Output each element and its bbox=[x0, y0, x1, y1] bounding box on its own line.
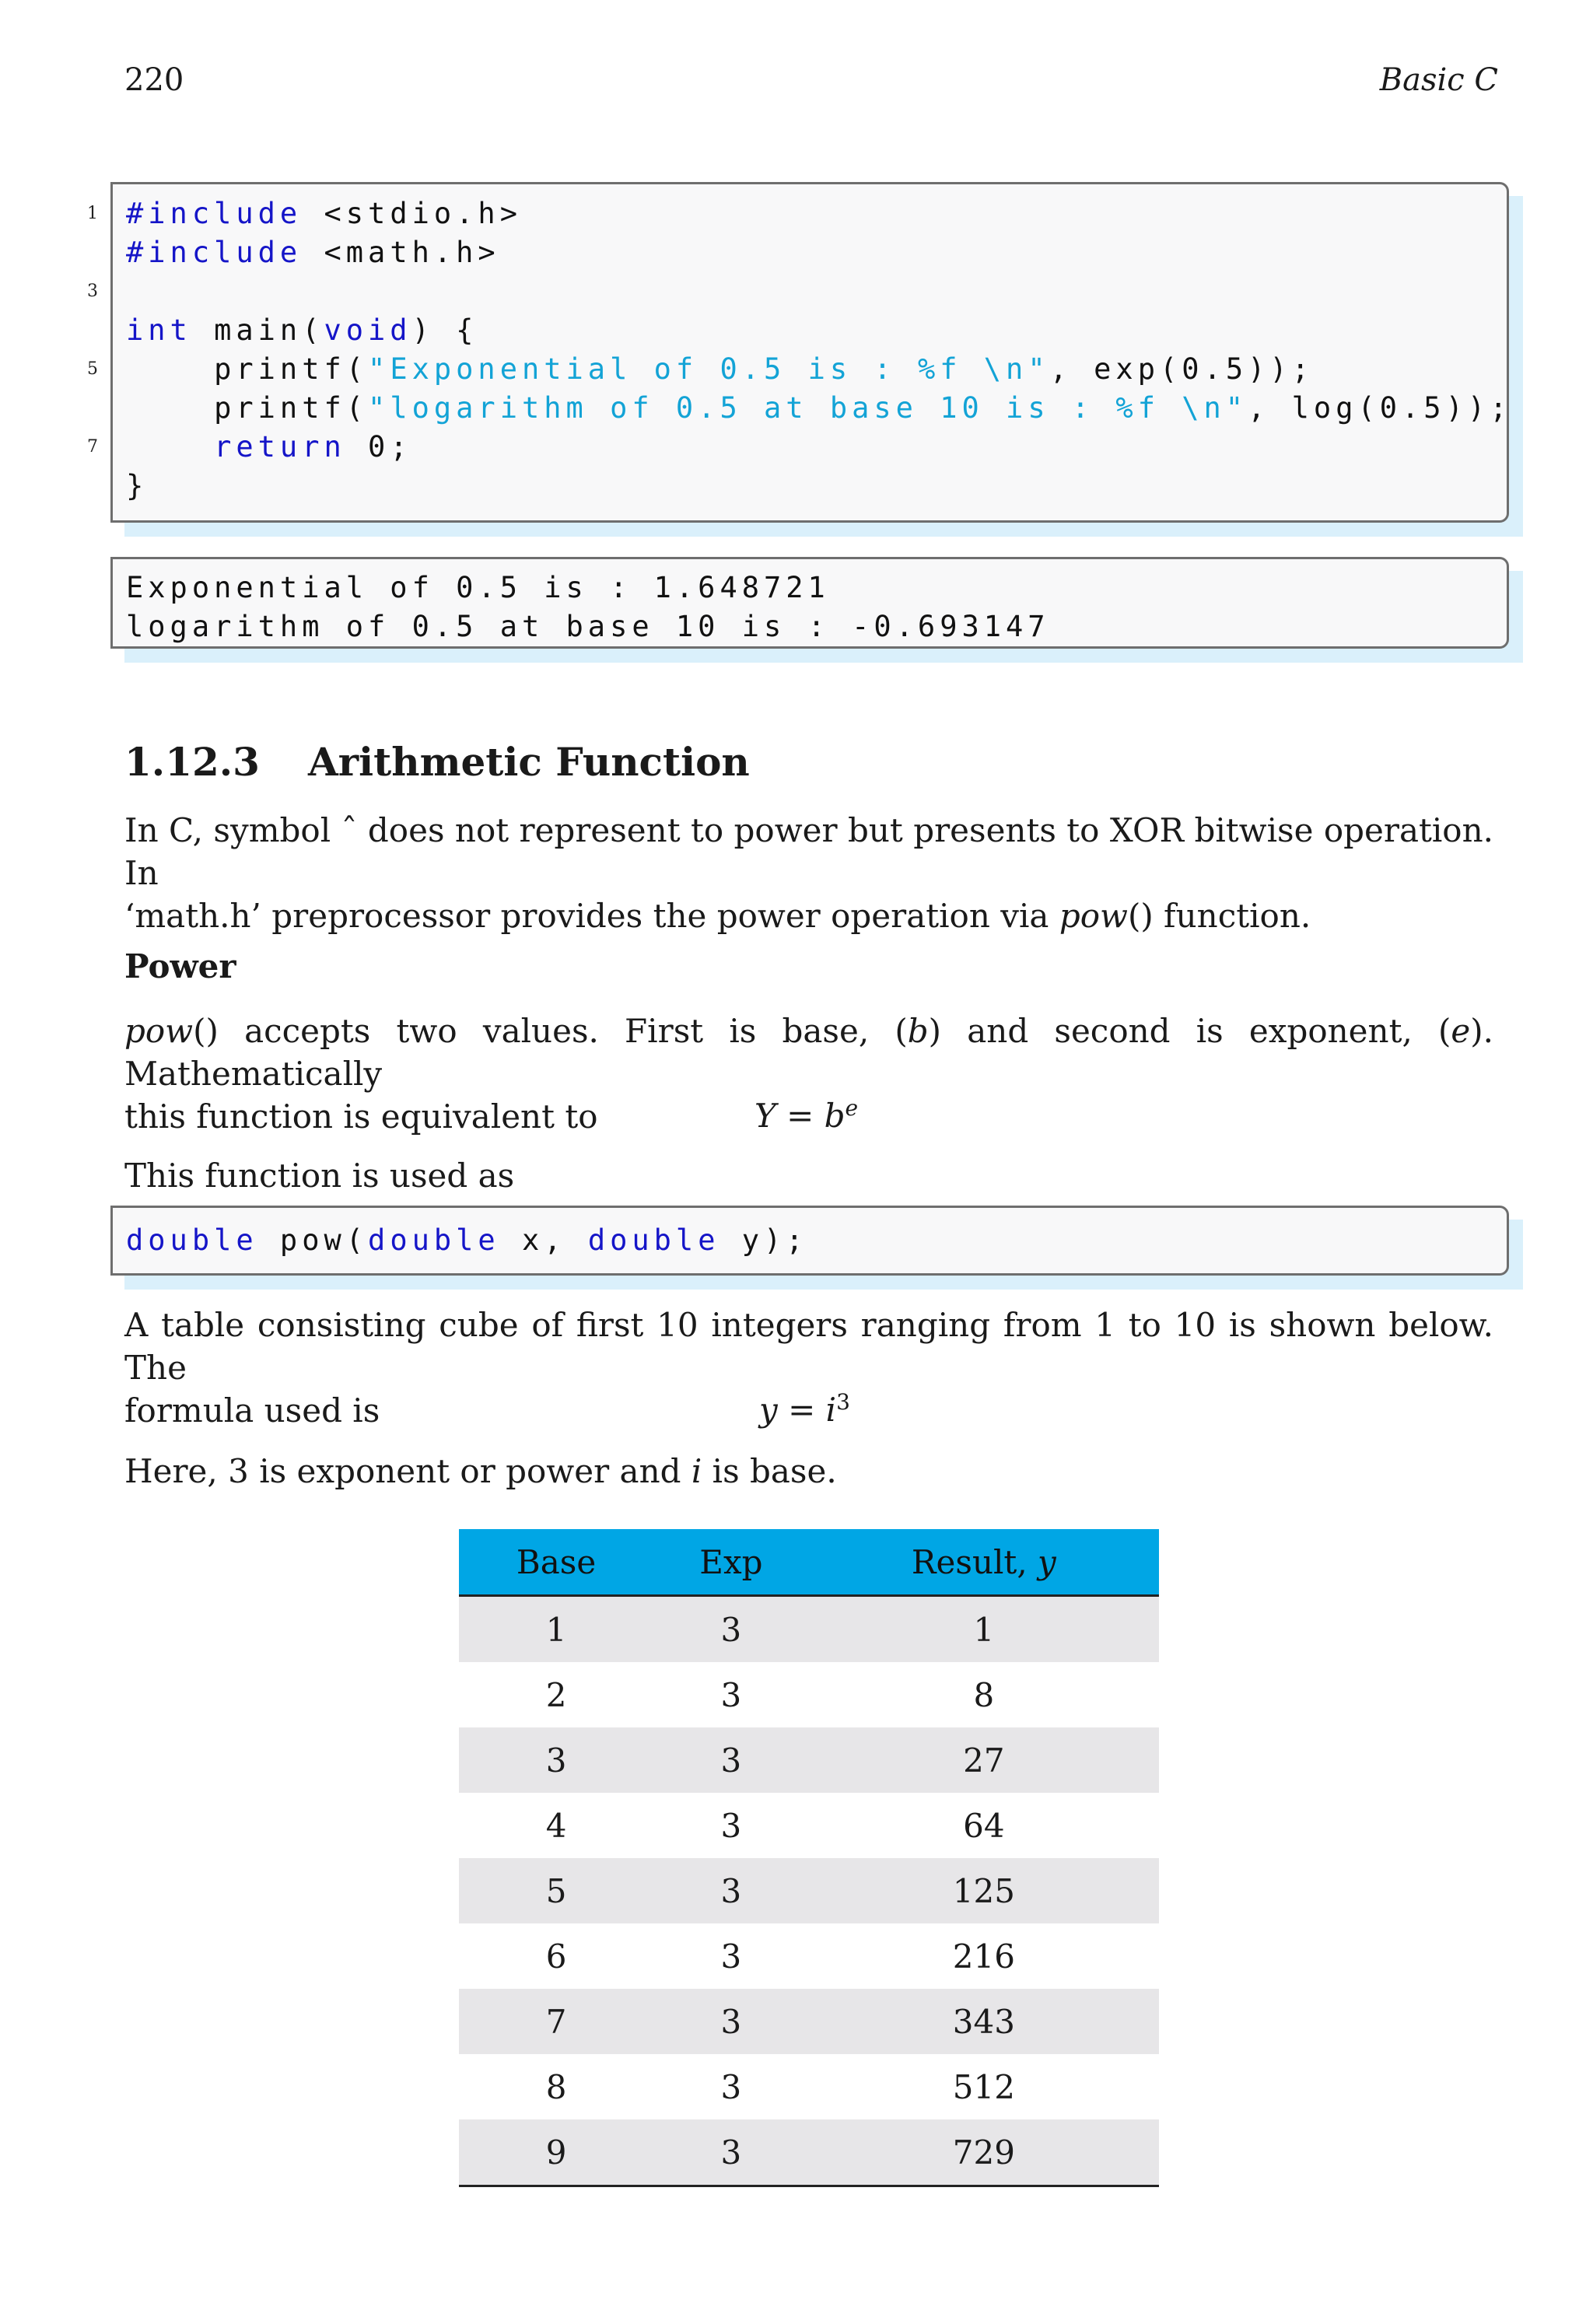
code-line: return 0; bbox=[214, 430, 412, 464]
usage-text: This function is used as bbox=[124, 1157, 515, 1195]
here-text: Here, 3 is exponent or power and i is base. bbox=[124, 1452, 837, 1490]
table-intro-line: formula used is bbox=[124, 1391, 380, 1430]
intro-line: In C, symbol ˆ does not represent to power but presents to XOR bitwise operation. In bbox=[124, 811, 1493, 892]
table-row bbox=[459, 1727, 1159, 1793]
code-line: #include <math.h> bbox=[126, 236, 500, 269]
table-header-result: Result, y bbox=[809, 1529, 1159, 1596]
table-cell: 3 bbox=[653, 1596, 809, 1663]
table-row bbox=[459, 1793, 1159, 1858]
table-cell: 5 bbox=[459, 1858, 653, 1923]
table-header-exp: Exp bbox=[653, 1529, 809, 1596]
code-line: printf("Exponential of 0.5 is : %f \n", exp(0.5)); bbox=[126, 352, 1314, 386]
table-cell: 64 bbox=[963, 1806, 1005, 1845]
section-number: 1.12.3 bbox=[124, 739, 260, 785]
table-cell: 3 bbox=[653, 2119, 809, 2186]
line-number: 3 bbox=[87, 282, 98, 301]
table-row bbox=[459, 1923, 1159, 1989]
code-line: printf("logarithm of 0.5 at base 10 is : %f \n", log(0.5)); bbox=[126, 391, 1512, 425]
table-header-base: Base bbox=[459, 1529, 653, 1596]
code-line: } bbox=[126, 469, 149, 502]
table-cell: 9 bbox=[459, 2119, 653, 2186]
page-number: 220 bbox=[124, 62, 184, 98]
table-cell: 6 bbox=[545, 1937, 567, 1976]
table-cell: 125 bbox=[809, 1858, 1159, 1923]
table-cell: 512 bbox=[952, 2067, 1015, 2106]
table-row bbox=[459, 1662, 1159, 1727]
table-cell: 4 bbox=[545, 1806, 567, 1845]
table-row bbox=[459, 2054, 1159, 2119]
code-line: int main(void) { bbox=[126, 313, 478, 347]
output-line: Exponential of 0.5 is : 1.648721 bbox=[126, 571, 830, 604]
table-cell: 3 bbox=[653, 1989, 809, 2054]
power-heading: Power bbox=[124, 947, 236, 985]
table-cell: 3 bbox=[459, 1727, 653, 1793]
table-cell: 343 bbox=[809, 1989, 1159, 2054]
output-line: logarithm of 0.5 at base 10 is : -0.693147 bbox=[126, 610, 1050, 643]
table-cell: 3 bbox=[653, 1858, 809, 1923]
power-line: this function is equivalent to bbox=[124, 1097, 598, 1136]
table-cell: 3 bbox=[720, 1675, 742, 1714]
intro-line: ‘math.h’ preprocessor provides the power operation via pow() function. bbox=[124, 897, 1311, 935]
table-cell: 3 bbox=[720, 1806, 742, 1845]
table-row bbox=[459, 1858, 1159, 1923]
line-number: 1 bbox=[87, 204, 98, 223]
line-number: 5 bbox=[87, 359, 98, 379]
table-cell: 1 bbox=[459, 1596, 653, 1663]
section-heading bbox=[124, 739, 750, 785]
running-head: Basic C bbox=[1379, 62, 1498, 98]
power-line: pow() accepts two values. First is base, (b) and second is exponent, (e). Mathematically bbox=[124, 1012, 1494, 1093]
power-equation: $Y = b^e$ bbox=[754, 1095, 859, 1135]
table-cell: 216 bbox=[952, 1937, 1015, 1976]
table-row bbox=[459, 1989, 1159, 2054]
code-line: #include <stdio.h> bbox=[126, 197, 522, 230]
table-cell: 8 bbox=[545, 2067, 567, 2106]
table-cell: 7 bbox=[459, 1989, 653, 2054]
table-cell: 27 bbox=[809, 1727, 1159, 1793]
table-intro-line: A table consisting cube of first 10 integers ranging from 1 to 10 is shown below. The bbox=[124, 1306, 1493, 1387]
table-row bbox=[459, 1596, 1159, 1663]
pow-signature: double pow(double x, double y); bbox=[126, 1223, 808, 1257]
table-cell: 2 bbox=[545, 1675, 567, 1714]
table-cell: 8 bbox=[973, 1675, 995, 1714]
cube-table bbox=[459, 1529, 1159, 2187]
table-cell: 729 bbox=[809, 2119, 1159, 2186]
table-cell: 3 bbox=[720, 2067, 742, 2106]
section-title: Arithmetic Function bbox=[307, 739, 750, 785]
table-cell: 1 bbox=[809, 1596, 1159, 1663]
table-cell: 3 bbox=[720, 1937, 742, 1976]
intro-paragraph bbox=[124, 809, 1493, 937]
table-cell: 3 bbox=[653, 1727, 809, 1793]
line-number: 7 bbox=[87, 437, 98, 457]
cube-equation: $y = i^3$ bbox=[759, 1389, 850, 1429]
table-header-row bbox=[459, 1529, 1159, 1596]
table-row bbox=[459, 2119, 1159, 2186]
